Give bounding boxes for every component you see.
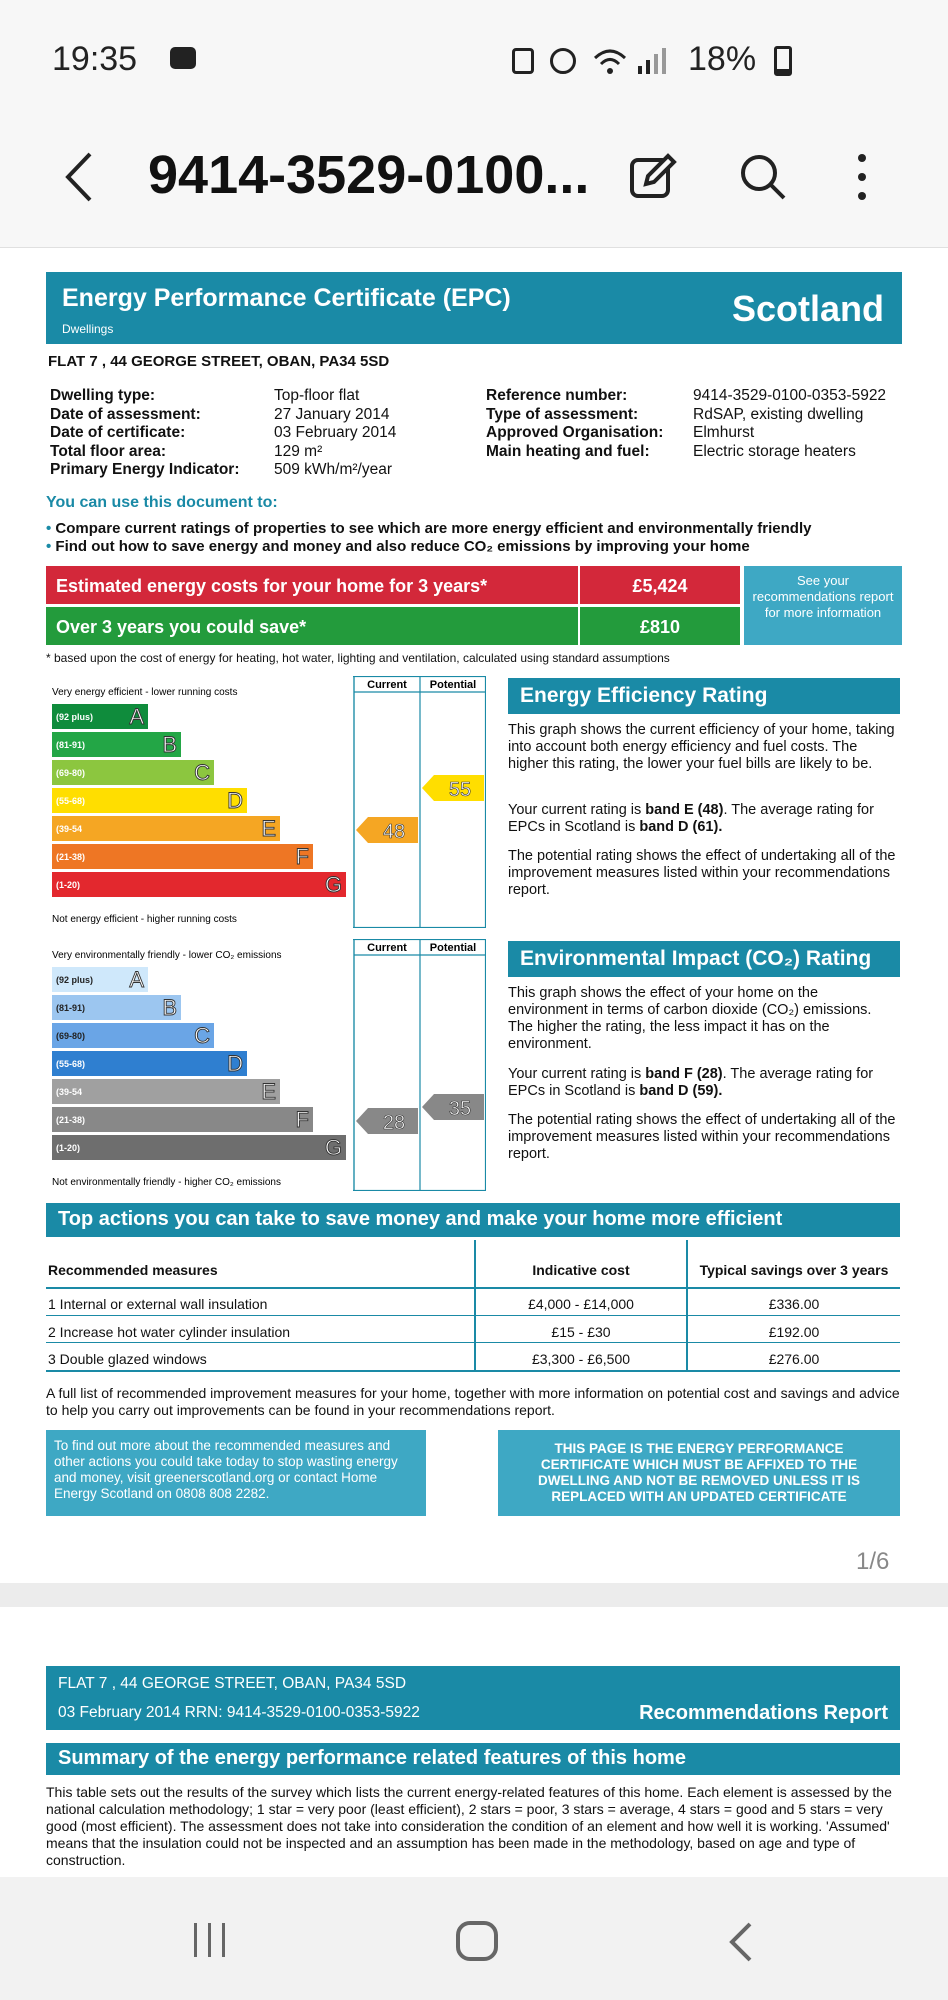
property-address: FLAT 7 , 44 GEORGE STREET, OBAN, PA34 5SD <box>48 353 390 370</box>
detail-label: Date of assessment: <box>50 405 201 423</box>
detail-value: Elmhurst <box>693 424 755 441</box>
potential-rating-value: 35 <box>448 1098 472 1120</box>
detail-label: Type of assessment: <box>486 405 639 423</box>
edit-icon[interactable] <box>628 152 678 202</box>
detail-label: Dwelling type: <box>50 387 156 404</box>
detail-value: 03 February 2014 <box>274 424 397 441</box>
table-row-savings: £192.00 <box>768 1324 820 1340</box>
app-bar <box>0 120 948 248</box>
potential-rating-value: 55 <box>448 779 472 801</box>
band-letter: G <box>324 872 342 897</box>
search-icon[interactable] <box>738 152 788 202</box>
col-current-label: Current <box>367 942 407 954</box>
band-bar-f <box>52 1107 313 1132</box>
chart-top-label: Very energy efficient - lower running costs <box>52 687 238 698</box>
alarm-icon <box>550 48 576 74</box>
detail-row <box>486 443 906 461</box>
band-range: (55-68) <box>56 1059 86 1069</box>
band-letter: D <box>227 1051 243 1076</box>
back-icon[interactable] <box>62 150 96 204</box>
ee-paragraph-3: The potential rating shows the effect of undertaking all of the improvement measures listed within your recommendations report. <box>508 848 896 898</box>
detail-value: 509 kWh/m²/year <box>274 461 393 478</box>
band-range: (39-54 <box>56 1087 83 1097</box>
band-range: (92 plus) <box>56 712 94 722</box>
ei-paragraph-2: Your current rating is band F (28). The average rating for EPCs in Scotland is band D (59). <box>508 1066 874 1099</box>
document-title: 9414-3529-0100... <box>148 145 590 205</box>
system-nav-bar <box>0 1877 948 2000</box>
more-options-icon[interactable] <box>858 154 866 200</box>
col-potential-label: Potential <box>429 942 477 954</box>
ei-title: Environmental Impact (CO₂) Rating <box>508 941 900 977</box>
band-letter: A <box>129 967 144 992</box>
detail-row <box>50 406 470 424</box>
signal-icon <box>636 46 666 76</box>
status-bar <box>0 0 948 120</box>
detail-row <box>50 461 470 479</box>
epc-subtitle: Dwellings <box>62 322 114 336</box>
table-row-cost: £4,000 - £14,000 <box>528 1296 634 1312</box>
detail-value: RdSAP, existing dwelling <box>693 405 864 423</box>
detail-row <box>50 387 470 405</box>
table-row-measure: 1 Internal or external wall insulation <box>48 1296 268 1312</box>
detail-value: 27 January 2014 <box>274 405 390 423</box>
band-letter: F <box>295 844 309 869</box>
back-button[interactable] <box>726 1921 756 1963</box>
table-row-savings: £276.00 <box>768 1351 820 1367</box>
page2-address: FLAT 7 , 44 GEORGE STREET, OBAN, PA34 5SD <box>58 1675 407 1692</box>
epc-header <box>46 272 902 344</box>
page2-report-title: Recommendations Report <box>639 1702 888 1724</box>
use-bullets <box>46 520 811 556</box>
band-range: (39-54 <box>56 824 83 834</box>
detail-label: Approved Organisation: <box>486 424 664 441</box>
band-letter: C <box>194 1023 210 1048</box>
band-range: (1-20) <box>56 1143 81 1153</box>
band-letter: B <box>162 732 177 757</box>
col-potential-label: Potential <box>429 679 477 691</box>
detail-row <box>486 406 906 424</box>
ee-paragraph-2: Your current rating is band E (48). The average rating for EPCs in Scotland is band D (61). <box>508 802 874 835</box>
save-label: Over 3 years you could save* <box>46 607 578 645</box>
col-current-label: Current <box>367 679 407 691</box>
current-rating-value: 28 <box>382 1112 406 1134</box>
band-bar-g <box>52 872 346 897</box>
detail-label: Main heating and fuel: <box>486 442 650 460</box>
page-indicator: 1/6 <box>856 1548 890 1575</box>
detail-row <box>486 424 906 442</box>
band-bar-e <box>52 1079 280 1104</box>
ee-paragraph-1: This graph shows the current efficiency of your home, taking into account both energy efficiency and fuel costs. The higher this rating, the lower your fuel bills are likely to be. <box>508 722 895 772</box>
band-letter: A <box>129 704 144 729</box>
band-bar-g <box>52 1135 346 1160</box>
band-range: (69-80) <box>56 768 86 778</box>
message-icon <box>170 47 196 69</box>
use-heading: You can use this document to: <box>46 494 278 511</box>
band-range: (69-80) <box>56 1031 86 1041</box>
band-letter: C <box>194 760 210 785</box>
home-button[interactable] <box>456 1921 498 1961</box>
detail-value: Electric storage heaters <box>693 442 856 460</box>
detail-label: Reference number: <box>486 387 628 404</box>
save-value: £810 <box>580 607 740 645</box>
page2-header <box>46 1666 900 1730</box>
band-bar-f <box>52 844 313 869</box>
detail-value: Top-floor flat <box>274 387 360 404</box>
band-range: (1-20) <box>56 880 81 890</box>
environmental-impact-chart <box>46 939 486 1191</box>
cost-value: £5,424 <box>580 566 740 604</box>
epc-title: Energy Performance Certificate (EPC) <box>62 284 511 312</box>
chart-bottom-label: Not environmentally friendly - higher CO₂ emissions <box>52 1177 281 1188</box>
summary-text: This table sets out the results of the survey which lists the current energy-related features of this home. Each element is assessed by the national calculation methodology; 1 star = very poor (least efficient), 2 stars = poor, 3 stars = average, 4 stars = good and 5 stars = very good (most efficient). The assessment does not take into consideration the condition of an element and how well it is working. 'Assumed' means that the insulation could not be inspected and an assumption has been made in the methodology, based on age and type of construction. <box>46 1784 892 1868</box>
band-letter: G <box>324 1135 342 1160</box>
band-letter: E <box>261 1079 276 1104</box>
col-measures: Recommended measures <box>48 1262 218 1278</box>
full-list-text: A full list of recommended improvement measures for your home, together with more information on potential cost and savings and advice to help you carry out improvements can be found in your recommendations report. <box>46 1385 900 1418</box>
detail-row <box>486 387 906 405</box>
wifi-icon <box>592 46 628 76</box>
footnote: * based upon the cost of energy for heating, hot water, lighting and ventilation, calculated using standard assumptions <box>46 651 670 665</box>
find-out-box: To find out more about the recommended measures and other actions you could take today to stop wasting energy and money, visit greenerscotland.org or contact Home Energy Scotland on 0808 808 2282. <box>46 1430 426 1516</box>
detail-value: 9414-3529-0100-0353-5922 <box>693 387 887 404</box>
battery-saver-icon <box>512 48 534 74</box>
ei-paragraph-3: The potential rating shows the effect of undertaking all of the improvement measures listed within your recommendations report. <box>508 1112 896 1162</box>
clock: 19:35 <box>52 40 138 78</box>
detail-label: Total floor area: <box>50 442 166 460</box>
detail-value: 129 m² <box>274 442 323 460</box>
energy-efficiency-chart <box>46 676 486 928</box>
battery-icon <box>774 46 792 76</box>
band-letter: D <box>227 788 243 813</box>
summary-title: Summary of the energy performance related features of this home <box>46 1743 900 1775</box>
band-bar-e <box>52 816 280 841</box>
ei-paragraph-1: This graph shows the effect of your home on the environment in terms of carbon dioxide (CO₂) emissions. The higher the rating, the less impact it has on the environment. <box>508 985 872 1052</box>
band-letter: B <box>162 995 177 1020</box>
col-cost: Indicative cost <box>532 1262 630 1278</box>
col-savings: Typical savings over 3 years <box>699 1262 889 1278</box>
band-range: (92 plus) <box>56 975 94 985</box>
current-rating-value: 48 <box>382 821 406 843</box>
detail-label: Primary Energy Indicator: <box>50 461 240 478</box>
table-row-cost: £15 - £30 <box>551 1324 611 1340</box>
band-letter: F <box>295 1107 309 1132</box>
table-row-savings: £336.00 <box>768 1296 820 1312</box>
bullet-item: • Find out how to save energy and money and also reduce CO₂ emissions by improving your home <box>46 538 750 555</box>
table-row-measure: 2 Increase hot water cylinder insulation <box>48 1324 291 1340</box>
bullet-item: • Compare current ratings of properties to see which are more energy efficient and environmentally friendly <box>46 520 812 537</box>
band-range: (81-91) <box>56 740 86 750</box>
table-row-cost: £3,300 - £6,500 <box>531 1351 631 1367</box>
band-range: (81-91) <box>56 1003 86 1013</box>
affix-notice: THIS PAGE IS THE ENERGY PERFORMANCE CERTIFICATE WHICH MUST BE AFFIXED TO THE DWELLING AND NOT BE REMOVED UNLESS IT IS REPLACED WITH AN UPDATED CERTIFICATE <box>498 1430 900 1516</box>
ee-title: Energy Efficiency Rating <box>508 678 900 714</box>
see-recommendations: See your recommendations report for more information <box>744 566 902 645</box>
measures-table <box>46 1240 900 1372</box>
recent-apps-button[interactable] <box>192 1923 228 1957</box>
detail-row <box>50 424 470 442</box>
table-row-measure: 3 Double glazed windows <box>48 1351 207 1367</box>
chart-top-label: Very environmentally friendly - lower CO₂ emissions <box>52 950 282 961</box>
band-range: (55-68) <box>56 796 86 806</box>
actions-title: Top actions you can take to save money and make your home more efficient <box>46 1203 900 1237</box>
detail-label: Date of certificate: <box>50 424 186 441</box>
chart-bottom-label: Not energy efficient - higher running costs <box>52 914 237 925</box>
page-separator <box>0 1583 948 1607</box>
cost-label: Estimated energy costs for your home for 3 years* <box>46 566 578 604</box>
epc-region: Scotland <box>731 288 884 329</box>
band-letter: E <box>261 816 276 841</box>
band-range: (21-38) <box>56 852 86 862</box>
page2-date-rrn: 03 February 2014 RRN: 9414-3529-0100-0353-5922 <box>58 1704 420 1721</box>
battery-percent: 18% <box>688 40 757 78</box>
band-range: (21-38) <box>56 1115 86 1125</box>
detail-row <box>50 443 470 461</box>
